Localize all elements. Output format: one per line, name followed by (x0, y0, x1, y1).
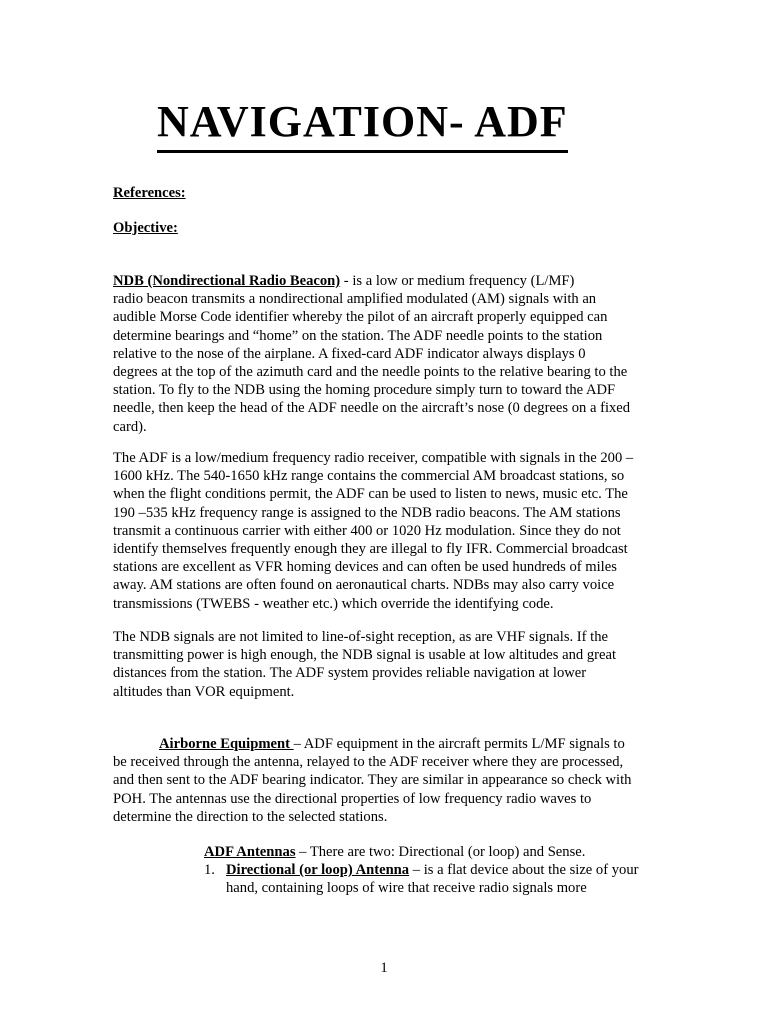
ndb-line: relative to the nose of the airplane. A fixed-card ADF indicator always displays 0 (113, 345, 586, 362)
adf-line: 190 –535 kHz frequency range is assigned to the NDB radio beacons. The AM stations (113, 504, 621, 521)
los-paragraph (113, 628, 673, 701)
list-item: 1. Directional (or loop) Antenna – is a flat device about the size of your hand, containing loops of wire that receive radio signals more (204, 862, 639, 897)
ndb-heading: NDB (Nondirectional Radio Beacon) (113, 273, 341, 289)
airborne-line: determine the direction to the selected stations. (113, 808, 388, 825)
page-title: NAVIGATION- ADF (157, 96, 568, 153)
antennas-heading: ADF Antennas (204, 844, 296, 860)
directional-antenna-heading: Directional (or loop) Antenna (226, 862, 410, 879)
ndb-line: determine bearings and “home” on the station. The ADF needle points to the station (113, 327, 603, 344)
airborne-line: and then sent to the ADF bearing indicator. They are similar in appearance so check with (113, 772, 632, 789)
page-number: 1 (380, 960, 388, 976)
ndb-line: audible Morse Code identifier whereby the pilot of an aircraft properly equipped can (113, 309, 608, 326)
ndb-line: degrees at the top of the azimuth card and the needle points to the relative bearing to the (113, 364, 628, 381)
adf-paragraph (113, 449, 673, 613)
adf-line: transmit a continuous carrier with either 400 or 1020 Hz modulation. Since they do not (113, 522, 621, 539)
airborne-line: POH. The antennas use the directional properties of low frequency radio waves to (113, 790, 592, 807)
ndb-paragraph: NDB (Nondirectional Radio Beacon) - is a low or medium frequency (L/MF) radio beacon transmits a nondirectional amplified modulated (AM) signals with an audible Morse Code identifier whereby the pilot of an aircraft properly equipped can determine bearings and “home” on the station. The ADF needle points to the station relative to the nose of the airplane. A fixed-card ADF indicator always displays 0 degrees at the top of the azimuth card and the needle points to the relative bearing to the station. To fly to the NDB using the homing procedure simply turn to toward the ADF needle, then keep the head of the ADF needle on the aircraft’s nose (0 degrees on a fixed card). (113, 272, 673, 436)
adf-line: identify themselves frequently enough they are illegal to fly IFR. Commercial broadcast (113, 541, 628, 558)
adf-line: stations are excellent as VFR homing devices and can often be used hundreds of miles (113, 559, 617, 576)
adf-line: when the flight conditions permit, the ADF can be used to listen to news, music etc. The (113, 486, 628, 503)
adf-line: 1600 kHz. The 540-1650 kHz range contains the commercial AM broadcast stations, so (113, 468, 625, 485)
ndb-line: station. To fly to the NDB using the homing procedure simply turn to toward the ADF (113, 382, 616, 399)
airborne-heading: Airborne Equipment (159, 736, 294, 752)
los-line: The NDB signals are not limited to line-of-sight reception, as are VHF signals. If the (113, 629, 608, 645)
los-line: altitudes than VOR equipment. (113, 683, 295, 700)
ndb-line: needle, then keep the head of the ADF needle on the aircraft’s nose (0 degrees on a fixed (113, 400, 631, 417)
los-line: transmitting power is high enough, the NDB signal is usable at low altitudes and great (113, 647, 616, 664)
los-line: distances from the station. The ADF system provides reliable navigation at lower (113, 665, 587, 682)
list-number: 1. (204, 862, 215, 879)
airborne-line: be received through the antenna, relayed to the ADF receiver where they are processed, (113, 754, 624, 771)
references-label: References: (113, 185, 186, 201)
adf-line: away. AM stations are often found on aeronautical charts. NDBs may also carry voice (113, 577, 615, 594)
ndb-line: card). (113, 418, 147, 435)
antennas-section: ADF Antennas – There are two: Directional (or loop) and Sense. 1. Directional (or loop) Antenna – is a flat device about the size of your hand, containing loops of wire that receive radio signals more (204, 843, 674, 898)
airborne-paragraph: Airborne Equipment – ADF equipment in the aircraft permits L/MF signals to be received through the antenna, relayed to the ADF receiver where they are processed, and then sent to the ADF bearing indicator. They are similar in appearance so check with POH. The antennas use the directional properties of low frequency radio waves to determine the direction to the selected stations. (113, 735, 673, 826)
title-block (157, 96, 577, 153)
adf-line: The ADF is a low/medium frequency radio receiver, compatible with signals in the 200 – (113, 450, 634, 466)
adf-line: transmissions (TWEBS - weather etc.) which override the identifying code. (113, 595, 554, 612)
ndb-line: radio beacon transmits a nondirectional amplified modulated (AM) signals with an (113, 291, 597, 308)
objective-label: Objective: (113, 220, 178, 236)
